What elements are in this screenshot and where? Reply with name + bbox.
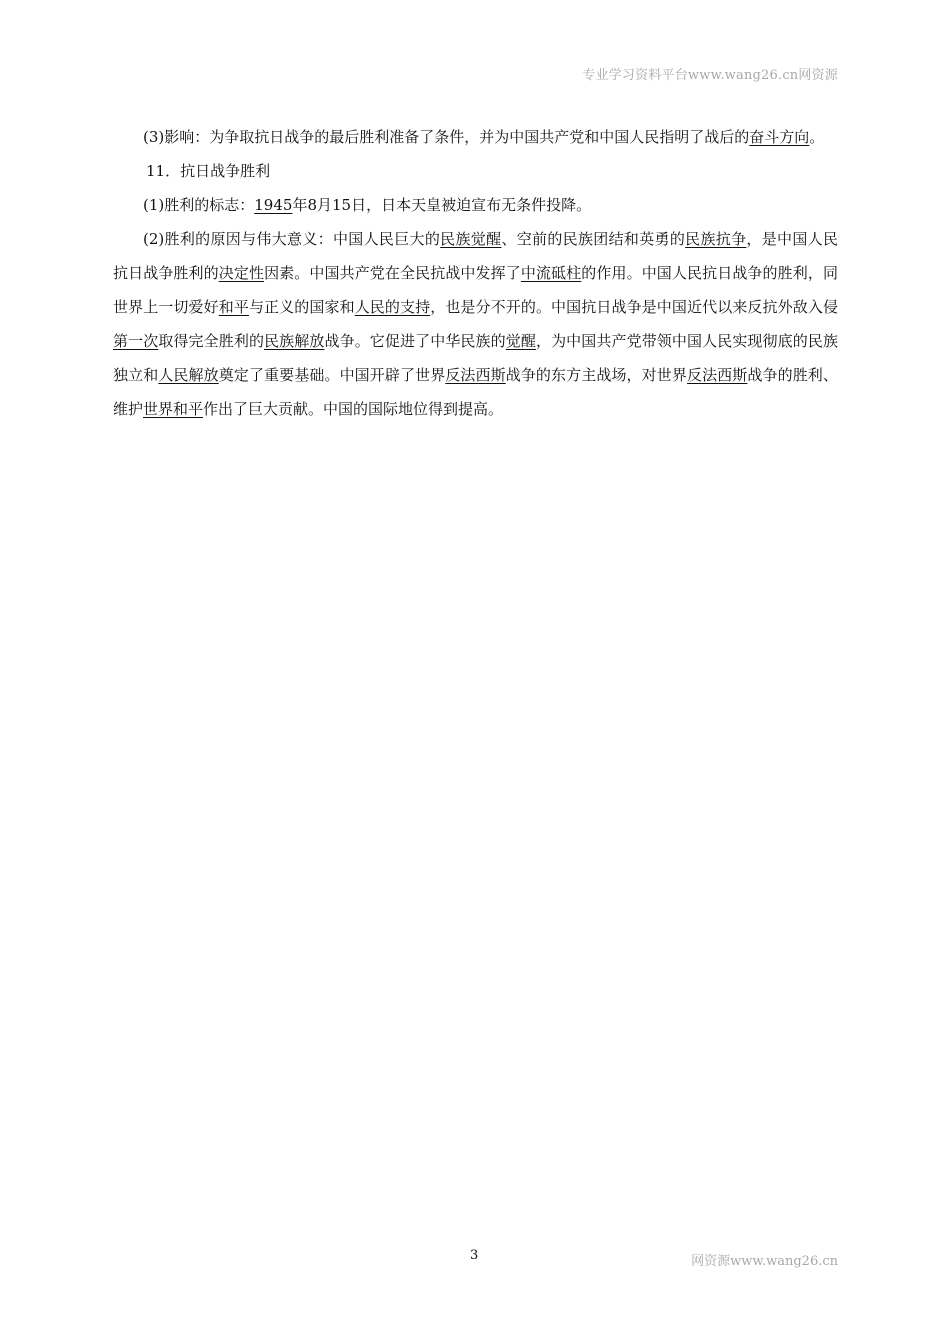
paragraph-victory-reasons bbox=[113, 222, 838, 426]
underlined-term: 反法西斯 bbox=[686, 366, 748, 384]
paragraph-victory-sign bbox=[113, 188, 838, 222]
text: 战争。它促进了中华民族的 bbox=[324, 332, 506, 350]
underlined-term: 民族抗争 bbox=[685, 230, 747, 248]
underlined-term: 第一次 bbox=[113, 332, 159, 350]
text: 的作用。中国人民抗日战争的胜利，同世界上一切爱好 bbox=[113, 264, 838, 316]
text: 作出了巨大贡献。中国的国际地位得到提高。 bbox=[203, 400, 504, 418]
underlined-term: 人民的支持 bbox=[354, 298, 431, 316]
text: 、空前的民族团结和英勇的 bbox=[501, 230, 686, 248]
text: 。 bbox=[809, 128, 825, 146]
text: ，也是分不开的。中国抗日战争是中国近代以来反抗外敌入侵 bbox=[430, 298, 838, 316]
text: ，为中国共产党带领中国人民实现彻底的民族独立和 bbox=[113, 332, 838, 384]
text: 与正义的国家和 bbox=[248, 298, 355, 316]
text: (2)胜利的原因与伟大意义：中国人民巨大的 bbox=[143, 230, 441, 248]
underlined-term: 世界和平 bbox=[143, 400, 204, 418]
underlined-term: 和平 bbox=[218, 298, 249, 316]
page-number: 3 bbox=[470, 1248, 479, 1263]
document-body bbox=[113, 120, 838, 426]
text: 战争的东方主战场，对世界 bbox=[505, 366, 687, 384]
underlined-term: 觉醒 bbox=[505, 332, 536, 350]
text: (1)胜利的标志： bbox=[143, 196, 255, 214]
underlined-term: 民族解放 bbox=[264, 332, 325, 350]
underlined-term: 决定性 bbox=[218, 264, 265, 282]
section-heading-11: 11．抗日战争胜利 bbox=[146, 162, 271, 180]
page-header: 专业学习资料平台www.wang26.cn网资源 bbox=[582, 68, 838, 83]
text: 年8月15日，日本天皇被迫宣布无条件投降。 bbox=[292, 196, 592, 214]
underlined-term: 民族觉醒 bbox=[440, 230, 502, 248]
text: 奠定了重要基础。中国开辟了世界 bbox=[218, 366, 446, 384]
underlined-term: 人民解放 bbox=[158, 366, 219, 384]
paragraph-influence bbox=[113, 120, 838, 154]
text: ，是中国人民抗日战争胜利的 bbox=[113, 230, 838, 282]
footer-source: 网资源www.wang26.cn bbox=[691, 1254, 838, 1269]
text: 战争的胜利、维护 bbox=[113, 366, 838, 418]
text: 取得完全胜利的 bbox=[158, 332, 265, 350]
text: (3)影响：为争取抗日战争的最后胜利准备了条件，并为中国共产党和中国人民指明了战后的 bbox=[143, 128, 750, 146]
underlined-term: 奋斗方向 bbox=[749, 128, 810, 146]
underlined-term: 1945 bbox=[254, 196, 293, 214]
underlined-term: 中流砥柱 bbox=[520, 264, 582, 282]
underlined-term: 反法西斯 bbox=[445, 366, 506, 384]
text: 因素。中国共产党在全民抗战中发挥了 bbox=[264, 264, 521, 282]
